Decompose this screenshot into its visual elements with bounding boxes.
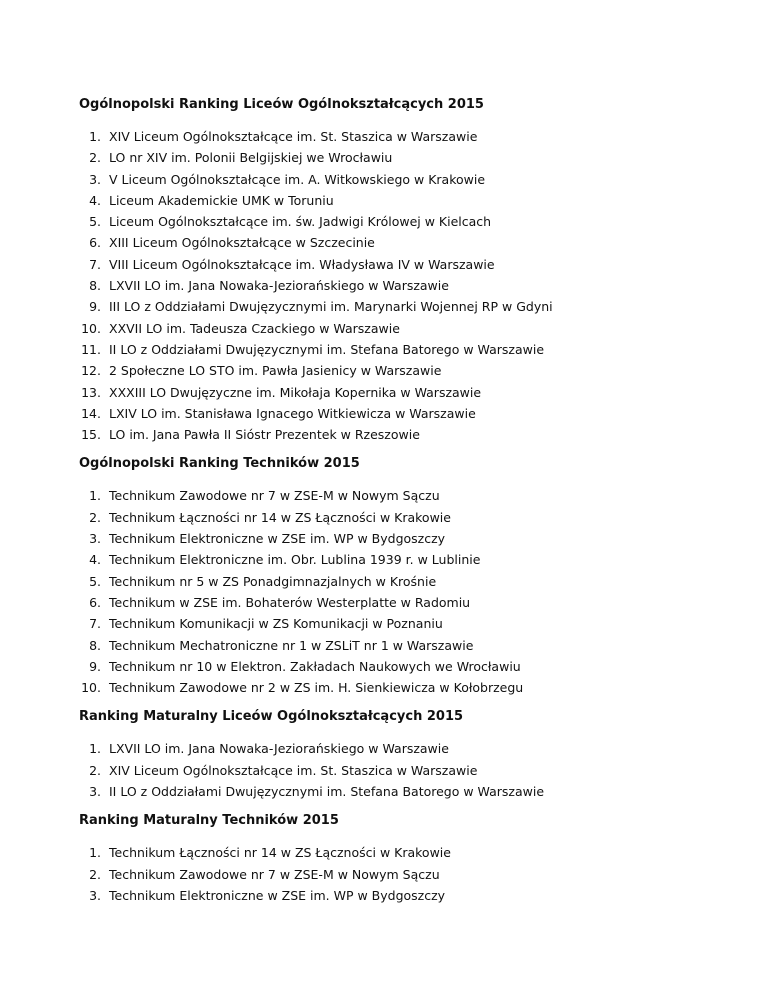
ranking-section [79, 96, 739, 445]
rank-number: 12. [81, 363, 101, 379]
list-item [79, 190, 739, 211]
school-name: Technikum Łączności nr 14 w ZS Łączności w Krakowie [109, 509, 451, 525]
rank-number: 7. [89, 616, 101, 632]
school-name: LO nr XIV im. Polonii Belgijskiej we Wrocławiu [109, 150, 393, 166]
list-item [79, 318, 739, 339]
rank-number: 1. [89, 741, 101, 757]
list-item [79, 635, 739, 656]
list-item [79, 360, 739, 381]
school-name: XXXIII LO Dwujęzyczne im. Mikołaja Kopernika w Warszawie [109, 384, 482, 400]
rank-number: 6. [89, 594, 101, 610]
list-item [79, 126, 739, 147]
list-item [79, 296, 739, 317]
ranking-list [79, 738, 739, 802]
rank-number: 6. [89, 235, 101, 251]
list-item [79, 592, 739, 613]
list-item [79, 382, 739, 403]
list-item [79, 885, 739, 906]
list-item [79, 549, 739, 570]
rank-number: 2. [89, 762, 101, 778]
school-name: VIII Liceum Ogólnokształcące im. Władysława IV w Warszawie [109, 256, 495, 272]
school-name: Technikum Elektroniczne w ZSE im. WP w Bydgoszczy [109, 887, 446, 903]
rank-number: 3. [89, 887, 101, 903]
school-name: Technikum Komunikacji w ZS Komunikacji w Poznaniu [109, 616, 443, 632]
rank-number: 3. [89, 171, 101, 187]
rank-number: 15. [81, 427, 101, 443]
section-title: Ranking Maturalny Techników 2015 [79, 813, 339, 829]
section-title: Ogólnopolski Ranking Techników 2015 [79, 456, 360, 472]
list-item [79, 507, 739, 528]
list-item [79, 339, 739, 360]
ranking-list [79, 126, 739, 445]
ranking-list [79, 842, 739, 906]
school-name: Liceum Akademickie UMK w Toruniu [109, 192, 334, 208]
section-title: Ranking Maturalny Liceów Ogólnokształcących 2015 [79, 709, 464, 725]
rank-number: 2. [89, 509, 101, 525]
list-item [79, 528, 739, 549]
rank-number: 1. [89, 488, 101, 504]
list-item [79, 169, 739, 190]
school-name: Technikum Elektroniczne im. Obr. Lublina 1939 r. w Lublinie [109, 552, 481, 568]
school-name: LXVII LO im. Jana Nowaka-Jeziorańskiego w Warszawie [109, 278, 449, 294]
school-name: Technikum Zawodowe nr 7 w ZSE-M w Nowym Sączu [109, 488, 440, 504]
school-name: 2 Społeczne LO STO im. Pawła Jasienicy w Warszawie [109, 363, 442, 379]
rank-number: 3. [89, 531, 101, 547]
list-item [79, 864, 739, 885]
school-name: XIV Liceum Ogólnokształcące im. St. Staszica w Warszawie [109, 762, 478, 778]
document-page [79, 96, 739, 916]
rank-number: 9. [89, 658, 101, 674]
rank-number: 14. [81, 405, 101, 421]
list-item [79, 232, 739, 253]
school-name: V Liceum Ogólnokształcące im. A. Witkowskiego w Krakowie [109, 171, 486, 187]
school-name: LXIV LO im. Stanisława Ignacego Witkiewicza w Warszawie [109, 405, 476, 421]
school-name: XIII Liceum Ogólnokształcące w Szczecinie [109, 235, 375, 251]
rank-number: 2. [89, 150, 101, 166]
list-item [79, 677, 739, 698]
ranking-list [79, 485, 739, 698]
school-name: Technikum Zawodowe nr 7 w ZSE-M w Nowym Sączu [109, 866, 440, 882]
school-name: Technikum w ZSE im. Bohaterów Westerplatte w Radomiu [109, 594, 471, 610]
school-name: Technikum Łączności nr 14 w ZS Łączności w Krakowie [109, 845, 451, 861]
list-item [79, 613, 739, 634]
rank-number: 1. [89, 845, 101, 861]
list-item [79, 275, 739, 296]
list-item [79, 147, 739, 168]
list-item [79, 842, 739, 863]
ranking-section [79, 455, 739, 698]
list-item [79, 403, 739, 424]
section-title: Ogólnopolski Ranking Liceów Ogólnokształcących 2015 [79, 97, 484, 112]
rank-number: 4. [89, 192, 101, 208]
rank-number: 11. [81, 341, 101, 357]
rank-number: 2. [89, 866, 101, 882]
school-name: Technikum Zawodowe nr 2 w ZS im. H. Sienkiewicza w Kołobrzegu [109, 680, 524, 696]
list-item [79, 254, 739, 275]
school-name: Technikum Mechatroniczne nr 1 w ZSLiT nr 1 w Warszawie [109, 637, 474, 653]
school-name: LO im. Jana Pawła II Sióstr Prezentek w Rzeszowie [109, 427, 420, 443]
school-name: Technikum Elektroniczne w ZSE im. WP w Bydgoszczy [109, 531, 446, 547]
ranking-section [79, 708, 739, 802]
school-name: Liceum Ogólnokształcące im. św. Jadwigi Królowej w Kielcach [109, 214, 492, 230]
list-item [79, 424, 739, 445]
school-name: Technikum nr 5 w ZS Ponadgimnazjalnych w Krośnie [109, 573, 437, 589]
school-name: XXVII LO im. Tadeusza Czackiego w Warszawie [109, 320, 400, 336]
rank-number: 8. [89, 637, 101, 653]
rank-number: 5. [89, 573, 101, 589]
list-item [79, 781, 739, 802]
rank-number: 3. [89, 784, 101, 800]
rank-number: 9. [89, 299, 101, 315]
rank-number: 5. [89, 214, 101, 230]
rank-number: 4. [89, 552, 101, 568]
school-name: XIV Liceum Ogólnokształcące im. St. Staszica w Warszawie [109, 129, 478, 144]
school-name: Technikum nr 10 w Elektron. Zakładach Naukowych we Wrocławiu [109, 658, 521, 674]
school-name: II LO z Oddziałami Dwujęzycznymi im. Stefana Batorego w Warszawie [109, 341, 545, 357]
school-name: LXVII LO im. Jana Nowaka-Jeziorańskiego w Warszawie [109, 741, 449, 757]
rank-number: 10. [81, 680, 101, 696]
rank-number: 7. [89, 256, 101, 272]
list-item [79, 656, 739, 677]
list-item [79, 760, 739, 781]
ranking-section [79, 812, 739, 906]
rank-number: 8. [89, 278, 101, 294]
school-name: III LO z Oddziałami Dwujęzycznymi im. Marynarki Wojennej RP w Gdyni [109, 299, 553, 315]
rank-number: 1. [89, 129, 101, 144]
rank-number: 13. [81, 384, 101, 400]
list-item [79, 485, 739, 506]
rank-number: 10. [81, 320, 101, 336]
list-item [79, 738, 739, 759]
list-item [79, 211, 739, 232]
list-item [79, 571, 739, 592]
school-name: II LO z Oddziałami Dwujęzycznymi im. Stefana Batorego w Warszawie [109, 784, 545, 800]
